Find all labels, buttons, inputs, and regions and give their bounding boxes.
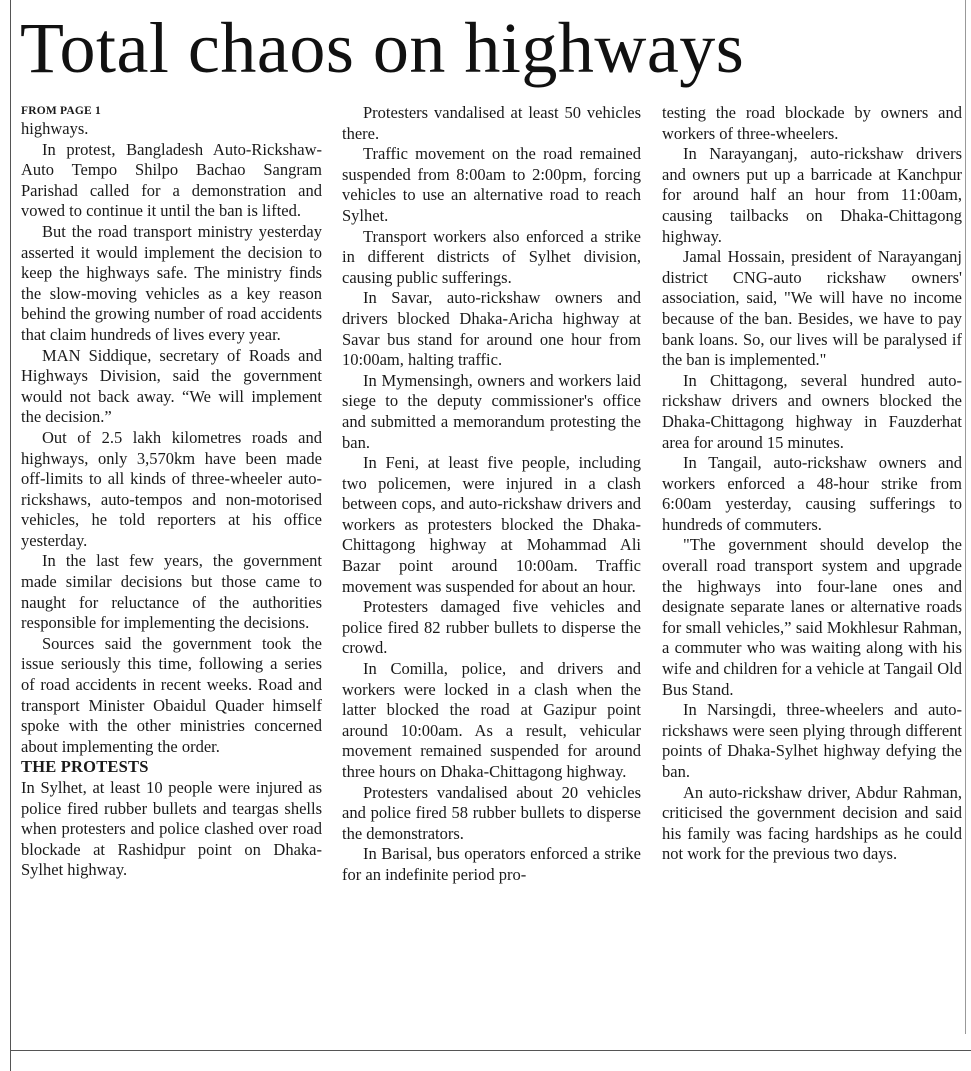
article-headline: Total chaos on highways [20,8,745,88]
paragraph: MAN Siddique, secretary of Roads and Highways Division, said the government would not back away. “We will implement the decision.” [21,345,322,427]
paragraph: Traffic movement on the road remained suspended from 8:00am to 2:00pm, forcing vehicles to use an alternative road to reach Sylhet. [342,144,641,225]
paragraph: In Narayanganj, auto-rickshaw drivers and owners put up a barricade at Kanchpur for around half an hour from 11:00am, causing tailbacks on Dhaka-Chittagong highway. [662,144,962,246]
paragraph: Sources said the government took the issue seriously this time, following a series of road accidents in recent weeks. Road and transport Minister Obaidul Quader himself spoke with the other ministries concerned about implementing the order. [21,633,322,756]
paragraph: In the last few years, the government made similar decisions but those came to naught for reluctance of the authorities responsible for implementing the decisions. [21,551,322,633]
paragraph: In Comilla, police, and drivers and workers were locked in a clash when the latter blocked the road at Gazipur point around 10:00am. As a result, vehicular movement remained suspended for around three hours on Dhaka-Chittagong highway. [342,659,641,781]
paragraph: In Chittagong, several hundred auto-rickshaw drivers and owners blocked the Dhaka-Chittagong highway in Fauzderhat area for around 15 minutes. [662,370,962,452]
paragraph: highways. [21,119,89,138]
paragraph: Out of 2.5 lakh kilometres roads and highways, only 3,570km have been made off-limits to all kinds of three-wheeler auto-rickshaws, auto-tempos and non-motorised vehicles, he told reporters at his office yesterday. [21,427,322,550]
section-subhead: THE PROTESTS [21,757,149,777]
page-border-bottom [10,1050,971,1051]
article-column-3 [662,103,962,865]
article-column-1 [21,103,322,881]
column-rule-right [965,0,966,1034]
paragraph: In Mymensingh, owners and workers laid siege to the deputy commissioner's office and submitted a memorandum protesting the ban. [342,370,641,452]
paragraph: In Feni, at least five people, including two policemen, were injured in a clash between cops, and auto-rickshaw drivers and workers as protesters blocked the Dhaka-Chittagong highway at Mohammad Ali Bazar point around 10:00am. Traffic movement was suspended for about an hour. [342,453,641,596]
paragraph: In Tangail, auto-rickshaw owners and workers enforced a 48-hour strike from 6:00am yesterday, causing sufferings to hundreds of commuters. [662,453,962,534]
paragraph: Protesters damaged five vehicles and police fired 82 rubber bullets to disperse the crowd. [342,597,641,658]
article-column-2 [342,103,641,886]
paragraph: In Narsingdi, three-wheelers and auto-rickshaws were seen plying through different points of Dhaka-Sylhet highway defying the ban. [662,700,962,781]
paragraph: But the road transport ministry yesterday asserted it would implement the decision to keep the highways safe. The ministry finds the slow-moving vehicles as a key reason behind the growing number of road accidents that claim hundreds of lives every year. [21,221,322,344]
paragraph: "The government should develop the overall road transport system and upgrade the highways into four-lane ones and designate separate lanes or alternative roads for small vehicles,” said Mokhlesur Rahman, a commuter who was waiting along with his wife and children for a vehicle at Tangail Old Bus Stand. [662,535,963,699]
paragraph: In Savar, auto-rickshaw owners and drivers blocked Dhaka-Aricha highway at Savar bus stand for around one hour from 10:00am, halting traffic. [342,288,641,370]
page-border-left [10,0,11,1071]
paragraph: In Sylhet, at least 10 people were injured as police fired rubber bullets and teargas shells when protesters and police clashed over road blockade at Rashidpur point on Dhaka-Sylhet highway. [21,778,322,880]
paragraph: Protesters vandalised at least 50 vehicles there. [342,103,641,143]
paragraph: Jamal Hossain, president of Narayanganj district CNG-auto rickshaw owners' association, said, "We will have no income because of the ban. Besides, we have to pay bank loans. So, our lives will be paralysed if the ban is implemented." [662,247,962,370]
paragraph: In protest, Bangladesh Auto-Rickshaw-Auto Tempo Shilpo Bachao Sangram Parishad called for a demonstration and vowed to continue it until the ban is lifted. [21,139,322,221]
jump-label: FROM PAGE 1 [21,105,101,117]
paragraph: In Barisal, bus operators enforced a strike for an indefinite period pro- [342,844,641,884]
paragraph: testing the road blockade by owners and workers of three-wheelers. [662,103,962,143]
paragraph: Protesters vandalised about 20 vehicles and police fired 58 rubber bullets to disperse the demonstrators. [342,782,641,843]
paragraph: An auto-rickshaw driver, Abdur Rahman, criticised the government decision and said his family was facing hardships as he could not work for the previous two days. [662,782,962,864]
paragraph: Transport workers also enforced a strike in different districts of Sylhet division, causing public sufferings. [342,226,641,287]
